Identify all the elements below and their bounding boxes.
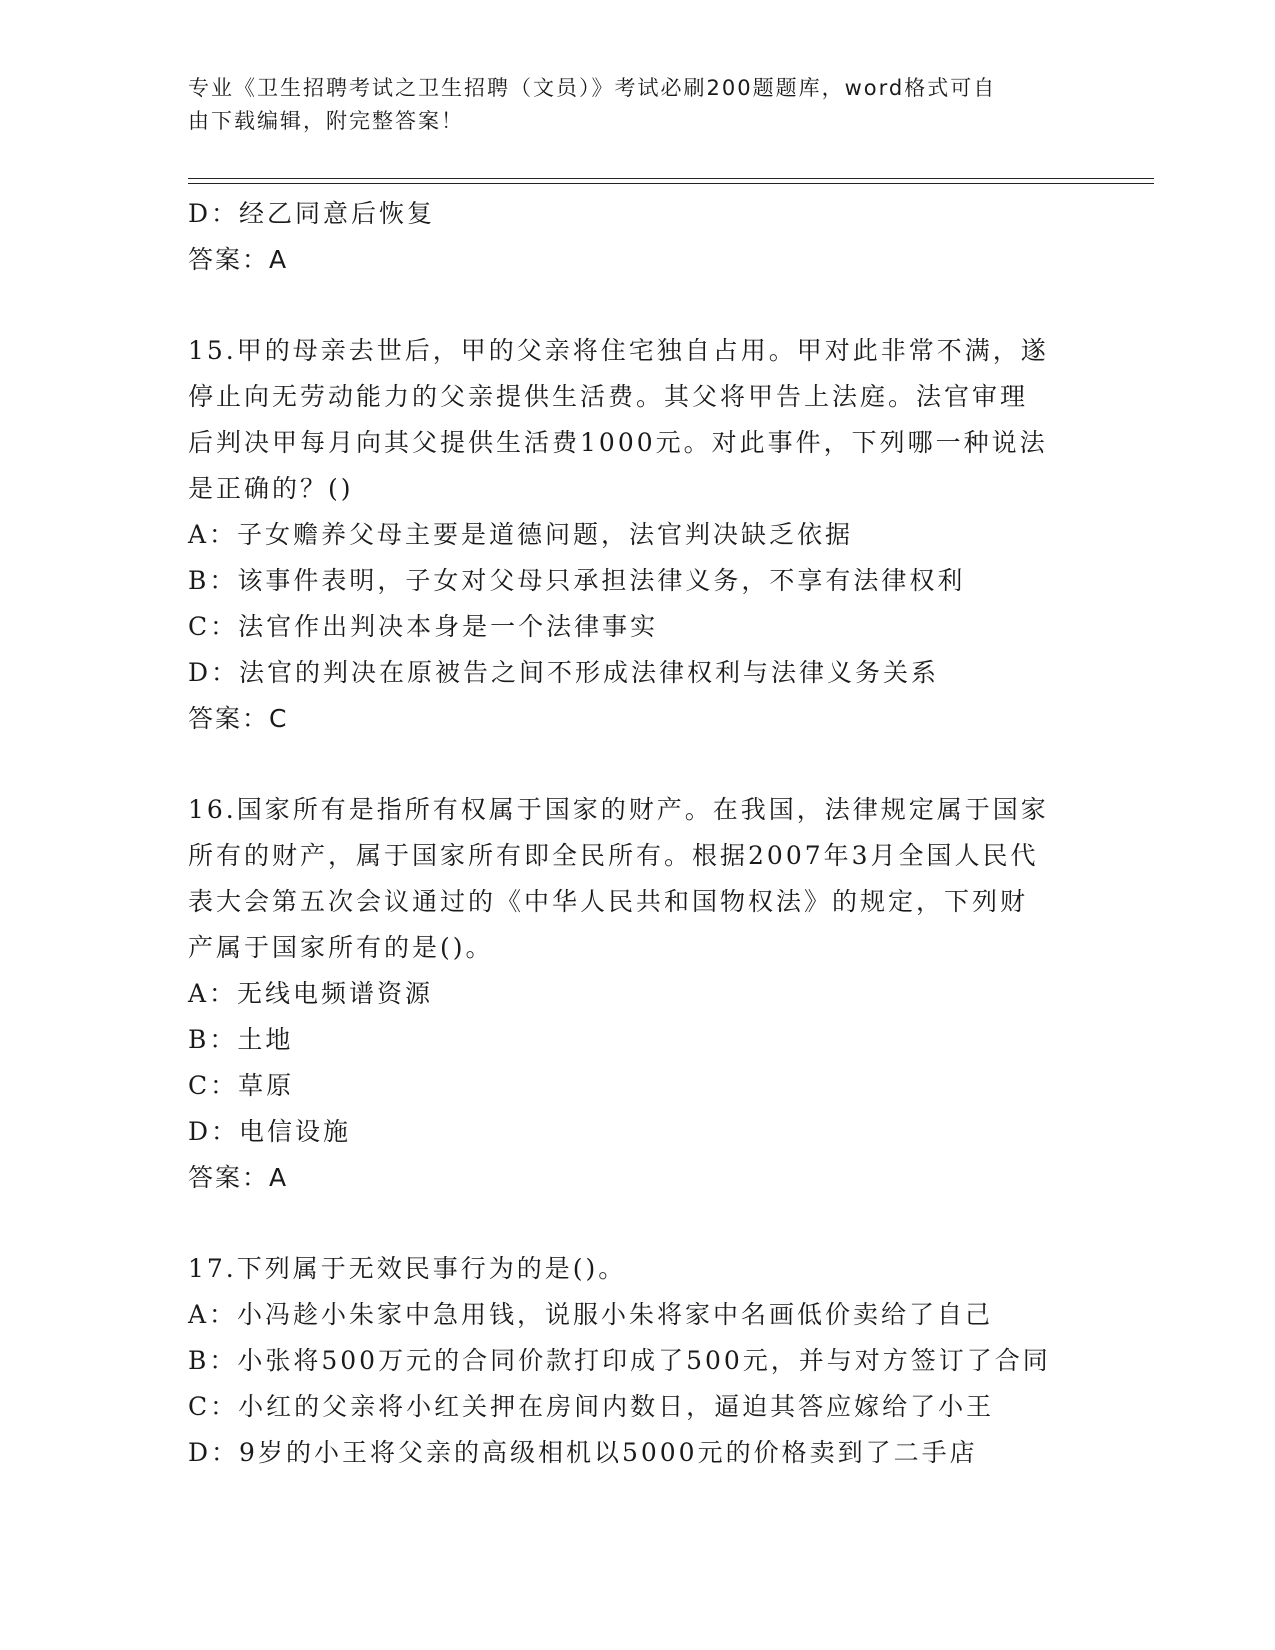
answer: 答案：C (188, 704, 289, 733)
header-line-1: 专业《卫生招聘考试之卫生招聘（文员）》考试必刷200题题库，word格式可自 (188, 76, 997, 100)
option-c: C：小红的父亲将小红关押在房间内数日，逼迫其答应嫁给了小王 (188, 1392, 995, 1421)
question-text-line: 17.下列属于无效民事行为的是()。 (188, 1254, 627, 1283)
option-a: A：小冯趁小朱家中急用钱，说服小朱将家中名画低价卖给了自己 (188, 1300, 994, 1329)
spacer (188, 1201, 1088, 1246)
option-d: D：法官的判决在原被告之间不形成法律权利与法律义务关系 (188, 658, 940, 687)
option-a: A：无线电频谱资源 (188, 979, 434, 1008)
question-text-line: 所有的财产，属于国家所有即全民所有。根据2007年3月全国人民代 (188, 841, 1039, 870)
answer: 答案：A (188, 245, 289, 274)
question-text-line: 产属于国家所有的是()。 (188, 933, 494, 962)
option-b: B：小张将500万元的合同价款打印成了500元，并与对方签订了合同 (188, 1346, 1051, 1375)
option-d: D：电信设施 (188, 1117, 352, 1146)
spacer (188, 742, 1088, 787)
header-line-2: 由下载编辑，附完整答案！ (188, 109, 464, 133)
question-text-line: 15.甲的母亲去世后，甲的父亲将住宅独自占用。甲对此非常不满，遂 (188, 336, 1049, 365)
document-header (188, 72, 1068, 138)
question-17 (188, 1246, 1088, 1476)
option-a: A：子女赡养父母主要是道德问题，法官判决缺乏依据 (188, 520, 854, 549)
header-rule-bottom (188, 183, 1154, 184)
option-d: D：9岁的小王将父亲的高级相机以5000元的价格卖到了二手店 (188, 1438, 978, 1467)
question-content (188, 191, 1088, 1476)
question-text-line: 16.国家所有是指所有权属于国家的财产。在我国，法律规定属于国家 (188, 795, 1049, 824)
question-text-line: 后判决甲每月向其父提供生活费1000元。对此事件，下列哪一种说法 (188, 428, 1048, 457)
option-c: C：草原 (188, 1071, 295, 1100)
question-text-line: 表大会第五次会议通过的《中华人民共和国物权法》的规定，下列财 (188, 887, 1029, 916)
option-b: B：该事件表明，子女对父母只承担法律义务，不享有法律权利 (188, 566, 966, 595)
header-rule-top (188, 178, 1154, 179)
option-c: C：法官作出判决本身是一个法律事实 (188, 612, 659, 641)
question-15 (188, 328, 1088, 742)
answer: 答案：A (188, 1163, 289, 1192)
spacer (188, 283, 1088, 328)
question-text-line: 是正确的？() (188, 474, 354, 503)
option-b: B：土地 (188, 1025, 294, 1054)
question-text-line: 停止向无劳动能力的父亲提供生活费。其父将甲告上法庭。法官审理 (188, 382, 1029, 411)
option-d: D：经乙同意后恢复 (188, 199, 436, 228)
question-16 (188, 787, 1088, 1201)
